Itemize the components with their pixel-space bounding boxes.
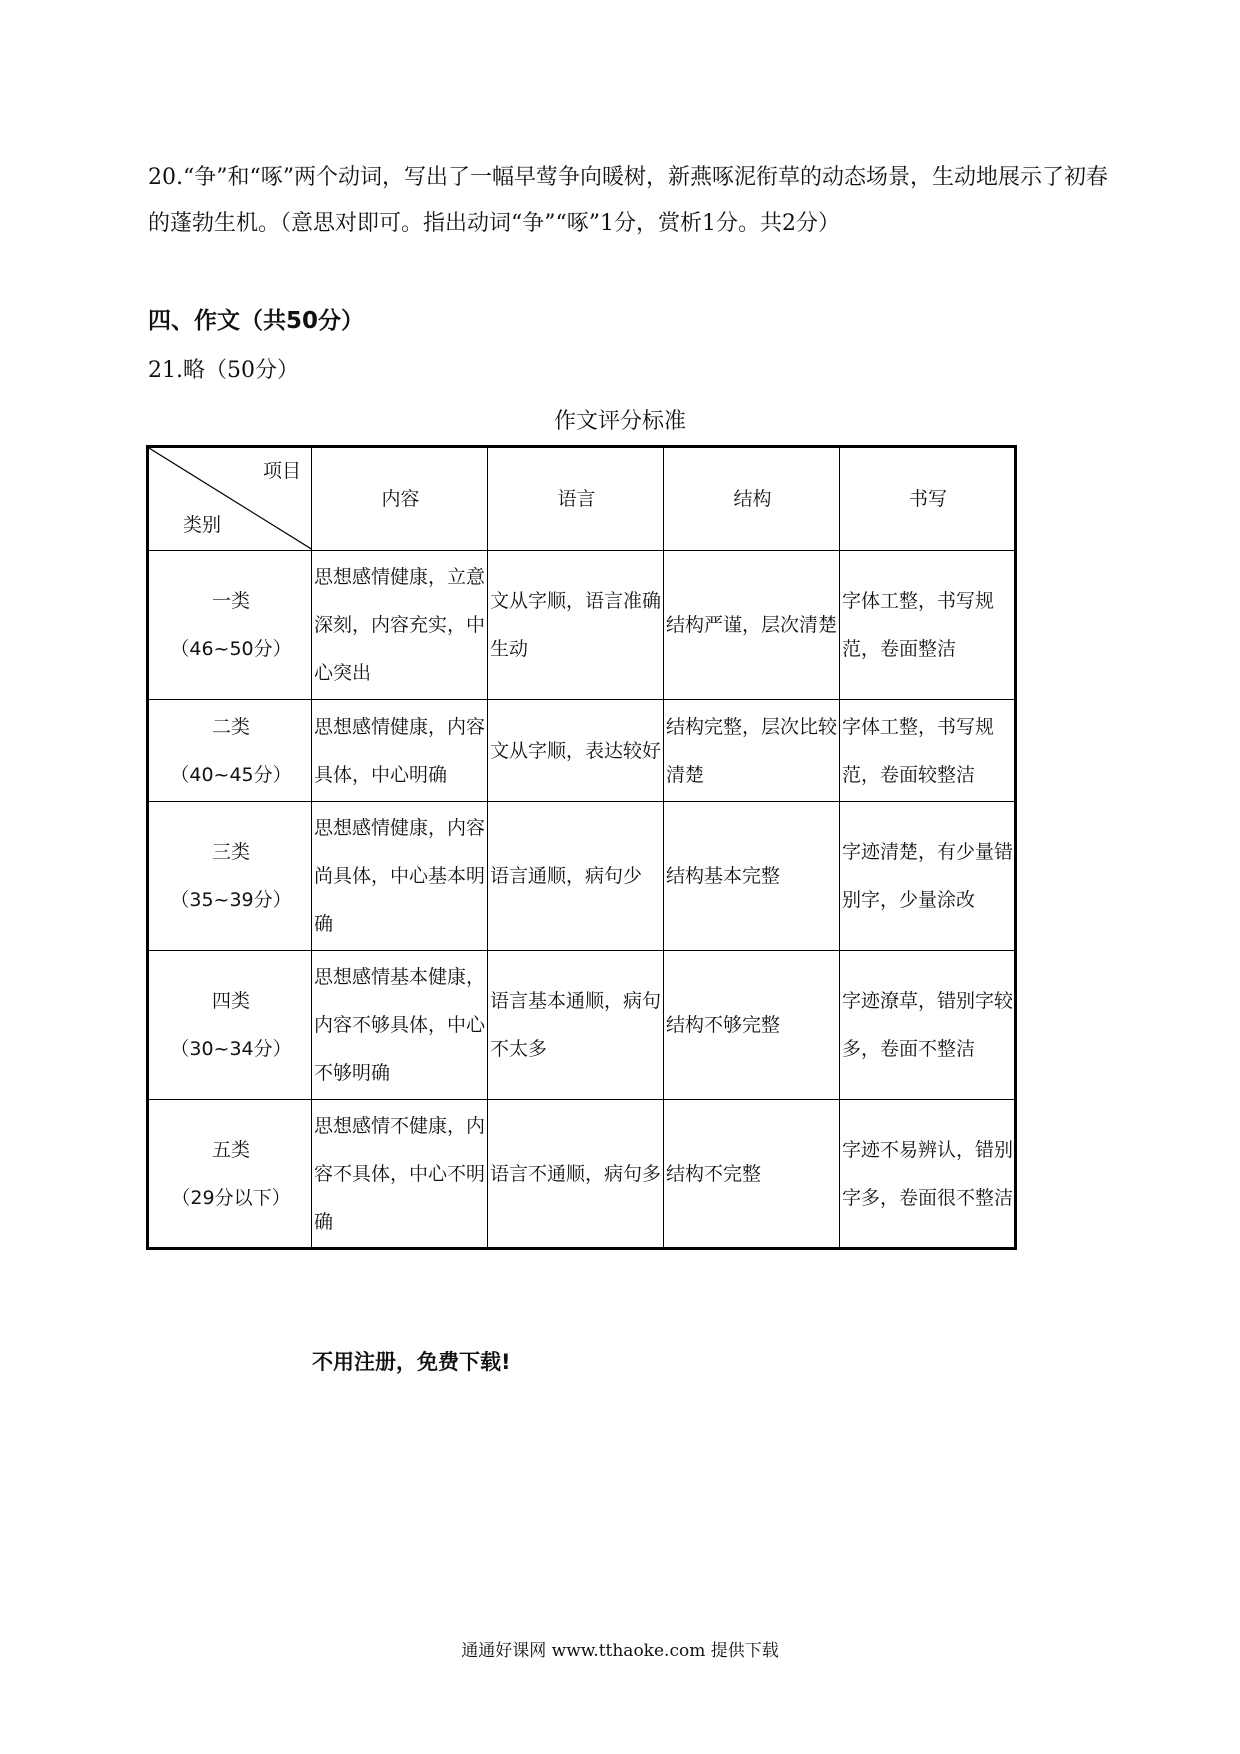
language-text: 语言不通顺，病句多 (490, 1162, 662, 1185)
structure-cell (664, 551, 840, 700)
table-row (148, 551, 1016, 700)
section-heading-composition: 四、作文（共50分） (148, 308, 365, 334)
category-score: （30~34分） (170, 1038, 292, 1060)
category-cell (148, 802, 312, 951)
writing-text: 字迹不易辨认，错别字多，卷面很不整洁 (842, 1138, 1014, 1209)
question-21-answer: 21.略（50分） (148, 358, 299, 383)
category-name: 五类 (211, 1138, 250, 1161)
category-name: 三类 (211, 841, 250, 863)
language-text: 文从字顺，表达较好 (490, 739, 662, 762)
table-row (148, 700, 1016, 802)
writing-text: 字体工整，书写规范，卷面较整洁 (842, 715, 995, 786)
content-cell (312, 1100, 488, 1249)
content-cell (312, 551, 488, 700)
header-content: 内容 (312, 447, 488, 551)
question-20-answer: 20.“争”和“啄”两个动词，写出了一幅早莺争向暖树，新燕啄泥衔草的动态场景，生动地展示了初春的蓬勃生机。（意思对即可。指出动词“争”“啄”1分，赏析1分。共2分） (148, 165, 1108, 236)
content-text: 思想感情基本健康，内容不够具体，中心不够明确 (314, 966, 486, 1084)
rubric-table (146, 445, 1017, 1250)
page-footer: 通通好课网 www.tthaoke.com 提供下载 (461, 1641, 779, 1661)
structure-text: 结构不够完整 (666, 1014, 781, 1036)
content-text: 思想感情健康，内容尚具体，中心基本明确 (314, 817, 486, 935)
content-cell (312, 700, 488, 802)
writing-text: 字迹清楚，有少量错别字，少量涂改 (842, 841, 1014, 911)
category-cell (148, 951, 312, 1100)
writing-text: 字体工整，书写规范，卷面整洁 (842, 590, 995, 660)
rubric-header-row (148, 447, 1016, 551)
table-row (148, 1100, 1016, 1249)
table-row (148, 802, 1016, 951)
rubric-title: 作文评分标准 (553, 409, 686, 434)
structure-text: 结构不完整 (666, 1162, 762, 1185)
writing-cell (840, 1100, 1016, 1249)
language-cell (488, 951, 664, 1100)
category-name: 四类 (211, 990, 250, 1012)
category-score: （46~50分） (170, 638, 292, 660)
structure-text: 结构完整，层次比较清楚 (666, 715, 838, 786)
writing-cell (840, 951, 1016, 1100)
structure-text: 结构基本完整 (666, 865, 781, 887)
promo-text: 不用注册，免费下载! (312, 1350, 511, 1374)
structure-text: 结构严谨，层次清楚 (666, 614, 838, 636)
content-cell (312, 951, 488, 1100)
header-language: 语言 (488, 447, 664, 551)
structure-cell (664, 951, 840, 1100)
category-cell (148, 700, 312, 802)
category-score: （35~39分） (170, 889, 292, 911)
category-score: （29分以下） (171, 1186, 291, 1209)
structure-cell (664, 700, 840, 802)
header-writing: 书写 (840, 447, 1016, 551)
corner-label-item: 项目 (262, 460, 301, 482)
language-text: 文从字顺，语言准确生动 (490, 590, 662, 660)
writing-cell (840, 551, 1016, 700)
language-cell (488, 802, 664, 951)
table-row (148, 951, 1016, 1100)
writing-cell (840, 802, 1016, 951)
language-text: 语言通顺，病句少 (490, 865, 643, 887)
category-cell (148, 551, 312, 700)
category-name: 一类 (211, 590, 250, 612)
language-text: 语言基本通顺，病句不太多 (490, 990, 662, 1060)
header-structure: 结构 (664, 447, 840, 551)
language-cell (488, 1100, 664, 1249)
corner-label-category: 类别 (183, 514, 222, 536)
language-cell (488, 700, 664, 802)
rubric-corner-cell (148, 447, 312, 551)
content-text: 思想感情健康，内容具体，中心明确 (314, 715, 486, 786)
category-cell (148, 1100, 312, 1249)
category-name: 二类 (211, 715, 250, 738)
content-text: 思想感情健康，立意深刻，内容充实，中心突出 (314, 566, 486, 684)
structure-cell (664, 802, 840, 951)
content-cell (312, 802, 488, 951)
language-cell (488, 551, 664, 700)
writing-cell (840, 700, 1016, 802)
structure-cell (664, 1100, 840, 1249)
category-score: （40~45分） (170, 763, 292, 786)
writing-text: 字迹潦草，错别字较多，卷面不整洁 (842, 990, 1014, 1060)
content-text: 思想感情不健康，内容不具体，中心不明确 (314, 1114, 486, 1233)
